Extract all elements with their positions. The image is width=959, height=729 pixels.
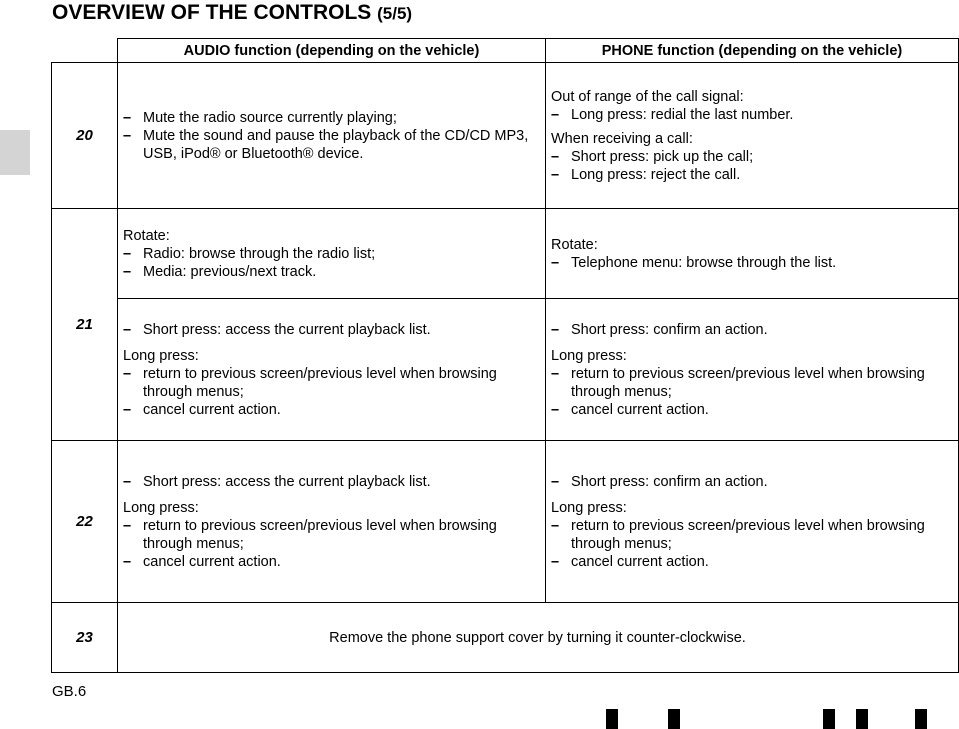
header-corner: [52, 39, 118, 63]
cell-label: Long press:: [551, 347, 627, 364]
cell-23: Remove the phone support cover by turning it counter-clockwise.: [118, 603, 959, 673]
list-item: – Short press: confirm an action.: [551, 321, 952, 339]
row-number-21: 21: [52, 209, 118, 441]
phone-cell-20: [546, 63, 959, 209]
list-item: – Short press: access the current playback list.: [123, 473, 539, 491]
list-item: – return to previous screen/previous level when browsing through menus;: [551, 517, 952, 553]
cell-label: Rotate:: [551, 236, 598, 253]
list-item: – Short press: access the current playback list.: [123, 321, 539, 339]
audio-cell-21a: [118, 209, 546, 299]
crop-mark: [823, 709, 835, 729]
list-item: – Mute the sound and pause the playback of the CD/CD MP3, USB, iPod® or Bluetooth® device.: [123, 127, 539, 163]
page-number: GB.6: [52, 683, 87, 700]
phone-cell-21a: [546, 209, 959, 299]
crop-mark: [668, 709, 680, 729]
list-item: – cancel current action.: [551, 401, 952, 419]
crop-mark: [915, 709, 927, 729]
header-row: [52, 39, 959, 63]
list-item: – Short press: pick up the call;: [551, 148, 952, 166]
table-row-20: [52, 63, 959, 209]
side-tab-marker: [0, 130, 30, 175]
list-item: – return to previous screen/previous level when browsing through menus;: [551, 365, 952, 401]
audio-header: AUDIO function (depending on the vehicle): [118, 39, 546, 63]
list-item: – Telephone menu: browse through the list.: [551, 254, 952, 272]
table-row-22: [52, 441, 959, 603]
audio-cell-22: [118, 441, 546, 603]
cell-label: Out of range of the call signal:: [551, 88, 744, 105]
table-row-21b: [52, 299, 959, 441]
list-item: – cancel current action.: [123, 401, 539, 419]
list-item: – return to previous screen/previous level when browsing through menus;: [123, 365, 539, 401]
crop-mark: [606, 709, 618, 729]
row-number-23: 23: [52, 603, 118, 673]
cell-label: Long press:: [551, 499, 627, 516]
cell-label: Long press:: [123, 347, 199, 364]
cell-label: Rotate:: [123, 227, 170, 244]
list-item: – cancel current action.: [551, 553, 952, 571]
crop-mark: [856, 709, 868, 729]
audio-cell-21b: [118, 299, 546, 441]
phone-header: PHONE function (depending on the vehicle): [546, 39, 959, 63]
cell-label: When receiving a call:: [551, 130, 693, 147]
cell-label: Long press:: [123, 499, 199, 516]
phone-cell-21b: [546, 299, 959, 441]
row-number-22: 22: [52, 441, 118, 603]
table-row-21a: [52, 209, 959, 299]
list-item: – Short press: confirm an action.: [551, 473, 952, 491]
list-item: – Long press: redial the last number.: [551, 106, 952, 124]
list-item: – return to previous screen/previous level when browsing through menus;: [123, 517, 539, 553]
list-item: – cancel current action.: [123, 553, 539, 571]
controls-table: [51, 38, 959, 673]
table-row-23: [52, 603, 959, 673]
list-item: – Media: previous/next track.: [123, 263, 539, 281]
list-item: – Mute the radio source currently playing;: [123, 109, 539, 127]
page-title: [52, 0, 412, 27]
title-suffix: (5/5): [377, 4, 413, 23]
phone-cell-22: [546, 441, 959, 603]
list-item: – Long press: reject the call.: [551, 166, 952, 184]
audio-cell-20: [118, 63, 546, 209]
row-number-20: 20: [52, 63, 118, 209]
title-text: OVERVIEW OF THE CONTROLS: [52, 1, 372, 24]
list-item: – Radio: browse through the radio list;: [123, 245, 539, 263]
